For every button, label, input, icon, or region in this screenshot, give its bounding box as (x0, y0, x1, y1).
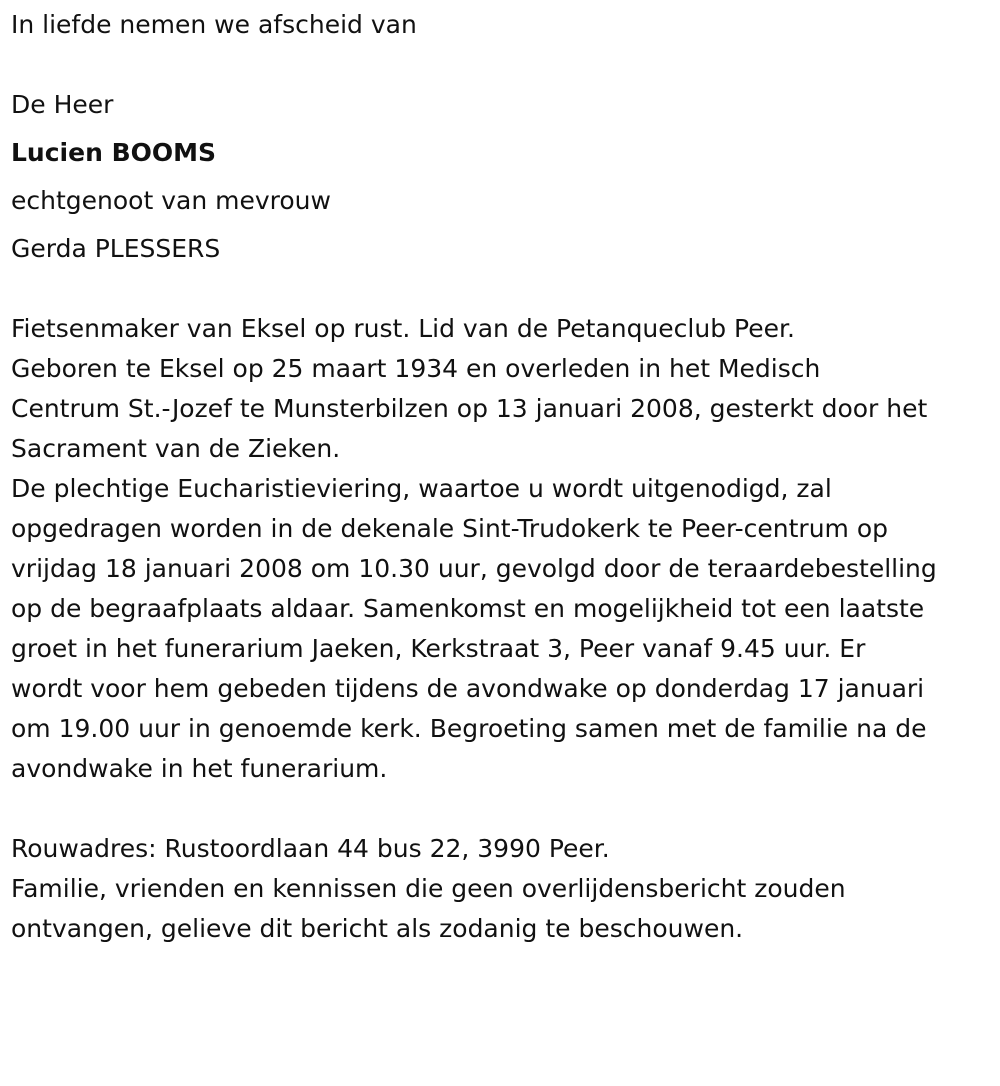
paragraph-line: groet in het funerarium Jaeken, Kerkstraat 3, Peer vanaf 9.45 uur. Er (11, 634, 866, 663)
intro-text: In liefde nemen we afscheid van (11, 10, 417, 39)
paragraph-line: ontvangen, gelieve dit bericht als zodanig te beschouwen. (11, 914, 744, 943)
paragraph-line: Sacrament van de Zieken. (11, 434, 341, 463)
ceremony-paragraph (11, 469, 993, 789)
mourning-address: Rouwadres: Rustoordlaan 44 bus 22, 3990 Peer. (11, 834, 610, 863)
birth-death-paragraph (11, 349, 993, 469)
paragraph-line: om 19.00 uur in genoemde kerk. Begroeting samen met de familie na de (11, 714, 927, 743)
paragraph-line: op de begraafplaats aldaar. Samenkomst en mogelijkheid tot een laatste (11, 594, 925, 623)
honorific: De Heer (11, 90, 114, 119)
paragraph-line: Familie, vrienden en kennissen die geen overlijdensbericht zouden (11, 874, 846, 903)
closing-paragraph (11, 869, 993, 949)
deceased-name: Lucien BOOMS (11, 138, 217, 167)
death-notice (11, 5, 993, 949)
paragraph-line: Centrum St.-Jozef te Munsterbilzen op 13 januari 2008, gesterkt door het (11, 394, 928, 423)
paragraph-line: avondwake in het funerarium. (11, 754, 388, 783)
paragraph-line: opgedragen worden in de dekenale Sint-Trudokerk te Peer-centrum op (11, 514, 889, 543)
paragraph-line: De plechtige Eucharistieviering, waartoe u wordt uitgenodigd, zal (11, 474, 832, 503)
paragraph-line: vrijdag 18 januari 2008 om 10.30 uur, gevolgd door de teraardebestelling (11, 554, 937, 583)
spouse-label: echtgenoot van mevrouw (11, 186, 331, 215)
occupation-text: Fietsenmaker van Eksel op rust. Lid van de Petanqueclub Peer. (11, 314, 795, 343)
paragraph-line: wordt voor hem gebeden tijdens de avondwake op donderdag 17 januari (11, 674, 925, 703)
spouse-name: Gerda PLESSERS (11, 234, 221, 263)
paragraph-line: Geboren te Eksel op 25 maart 1934 en overleden in het Medisch (11, 354, 821, 383)
